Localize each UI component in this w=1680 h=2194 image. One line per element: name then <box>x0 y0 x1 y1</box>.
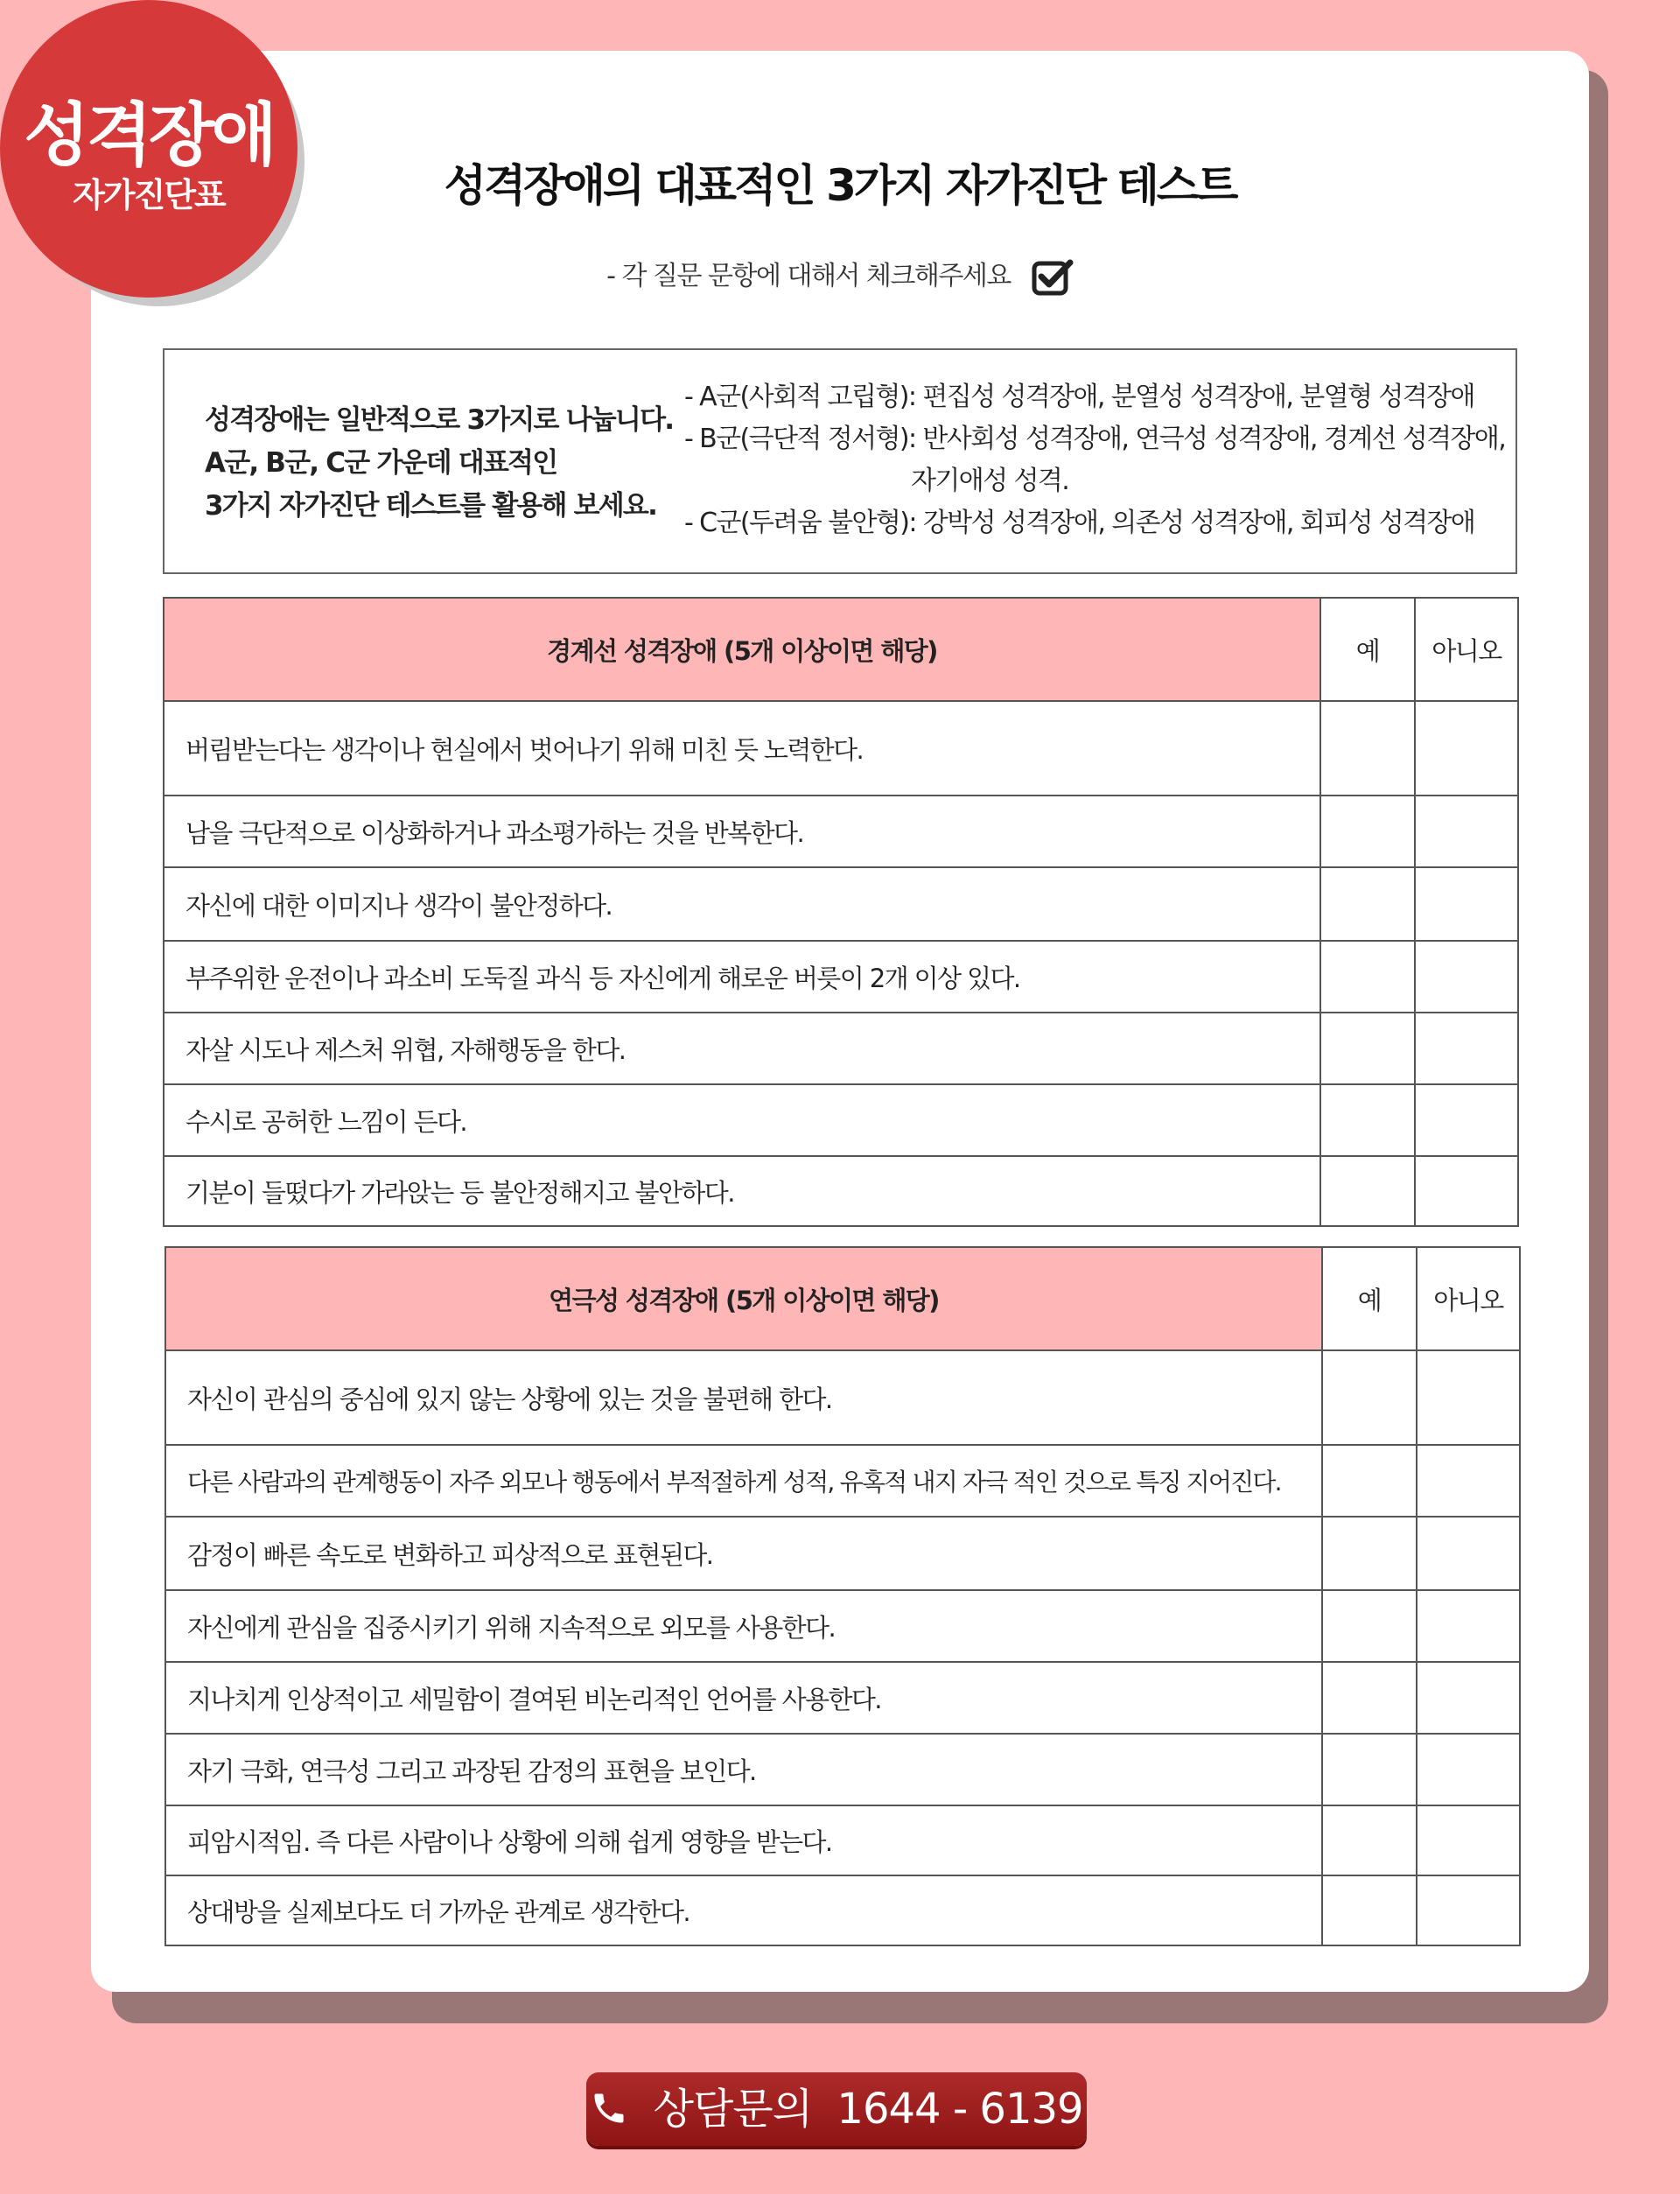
table-row <box>164 1084 1518 1156</box>
table-row <box>164 867 1518 941</box>
table-row <box>164 1156 1518 1226</box>
yes-check-cell[interactable] <box>1320 701 1415 796</box>
yes-check-cell[interactable] <box>1322 1805 1417 1875</box>
no-check-cell[interactable] <box>1415 796 1518 867</box>
question-text: 자신에 대한 이미지나 생각이 불안정하다. <box>164 867 1320 941</box>
table-row <box>165 1662 1520 1734</box>
question-text: 피암시적임. 즉 다른 사람이나 상황에 의해 쉽게 영향을 받는다. <box>165 1805 1322 1875</box>
intro-summary-line: 성격장애는 일반적으로 3가지로 나눕니다. <box>205 404 674 436</box>
yes-column-header: 예 <box>1320 598 1415 701</box>
yes-check-cell[interactable] <box>1320 867 1415 941</box>
question-text: 다른 사람과의 관계행동이 자주 외모나 행동에서 부적절하게 성적, 유혹적 내지 자극 적인 것으로 특징 지어진다. <box>165 1445 1322 1517</box>
table-row <box>164 796 1518 867</box>
yes-check-cell[interactable] <box>1322 1350 1417 1445</box>
no-check-cell[interactable] <box>1417 1350 1520 1445</box>
table-row <box>165 1805 1520 1875</box>
instruction-text: - 각 질문 문항에 대해서 체크해주세요 <box>606 261 1011 291</box>
question-text: 자신에게 관심을 집중시키기 위해 지속적으로 외모를 사용한다. <box>165 1590 1322 1662</box>
badge-title: 성격장애 <box>24 96 274 175</box>
question-text: 지나치게 인상적이고 세밀함이 결여된 비논리적인 언어를 사용한다. <box>165 1662 1322 1734</box>
no-check-cell[interactable] <box>1417 1517 1520 1590</box>
table-row <box>165 1350 1520 1445</box>
no-check-cell[interactable] <box>1415 941 1518 1013</box>
question-text: 기분이 들떴다가 가라앉는 등 불안정해지고 불안하다. <box>164 1156 1320 1226</box>
no-check-cell[interactable] <box>1415 701 1518 796</box>
table-row <box>165 1590 1520 1662</box>
cluster-a: - A군(사회적 고립형): 편집성 성격장애, 분열성 성격장애, 분열형 성격장애 <box>684 382 1474 412</box>
yes-check-cell[interactable] <box>1322 1875 1417 1945</box>
no-column-header: 아니오 <box>1417 1247 1520 1350</box>
contact-button[interactable] <box>586 2072 1087 2146</box>
yes-column-header: 예 <box>1322 1247 1417 1350</box>
no-check-cell[interactable] <box>1415 1156 1518 1226</box>
table-row <box>165 1445 1520 1517</box>
title-badge <box>0 0 298 298</box>
table-header-title: 경계선 성격장애 (5개 이상이면 해당) <box>164 598 1320 701</box>
contact-number: 1644 - 6139 <box>836 2085 1083 2134</box>
yes-check-cell[interactable] <box>1320 1013 1415 1084</box>
no-column-header: 아니오 <box>1415 598 1518 701</box>
intro-summary <box>205 399 673 528</box>
question-text: 버림받는다는 생각이나 현실에서 벗어나기 위해 미친 듯 노력한다. <box>164 701 1320 796</box>
yes-check-cell[interactable] <box>1322 1590 1417 1662</box>
no-check-cell[interactable] <box>1415 1013 1518 1084</box>
question-text: 수시로 공허한 느낌이 든다. <box>164 1084 1320 1156</box>
table-row <box>165 1734 1520 1805</box>
yes-check-cell[interactable] <box>1320 941 1415 1013</box>
yes-check-cell[interactable] <box>1320 1084 1415 1156</box>
contact-label: 상담문의 <box>653 2085 813 2134</box>
no-check-cell[interactable] <box>1417 1445 1520 1517</box>
cluster-b-cont: 자기애성 성격. <box>911 466 1069 496</box>
table-row <box>164 941 1518 1013</box>
cluster-list <box>684 376 1505 544</box>
intro-summary-line: 3가지 자가진단 테스트를 활용해 보세요. <box>205 490 657 522</box>
yes-check-cell[interactable] <box>1322 1662 1417 1734</box>
intro-summary-line: A군, B군, C군 가운데 대표적인 <box>205 447 557 479</box>
page-title: 성격장애의 대표적인 3가지 자가진단 테스트 <box>444 160 1236 211</box>
yes-check-cell[interactable] <box>1320 796 1415 867</box>
table-row <box>164 1013 1518 1084</box>
table-header-title: 연극성 성격장애 (5개 이상이면 해당) <box>165 1247 1322 1350</box>
cluster-c: - C군(두려움 불안형): 강박성 성격장애, 의존성 성격장애, 회피성 성격장애 <box>684 508 1475 538</box>
borderline-checklist-table <box>163 597 1519 1227</box>
question-text: 자신이 관심의 중심에 있지 않는 상황에 있는 것을 불편해 한다. <box>165 1350 1322 1445</box>
yes-check-cell[interactable] <box>1322 1445 1417 1517</box>
no-check-cell[interactable] <box>1417 1805 1520 1875</box>
no-check-cell[interactable] <box>1417 1662 1520 1734</box>
instruction <box>91 254 1589 298</box>
table-row <box>164 701 1518 796</box>
yes-check-cell[interactable] <box>1322 1517 1417 1590</box>
phone-icon <box>590 2089 628 2127</box>
histrionic-checklist-table <box>164 1246 1521 1946</box>
table-row <box>165 1875 1520 1945</box>
no-check-cell[interactable] <box>1415 1084 1518 1156</box>
table-row <box>165 1517 1520 1590</box>
no-check-cell[interactable] <box>1417 1590 1520 1662</box>
no-check-cell[interactable] <box>1417 1734 1520 1805</box>
question-text: 상대방을 실제보다도 더 가까운 관계로 생각한다. <box>165 1875 1322 1945</box>
yes-check-cell[interactable] <box>1320 1156 1415 1226</box>
no-check-cell[interactable] <box>1417 1875 1520 1945</box>
checkbox-checked-icon <box>1032 257 1074 298</box>
badge-subtitle: 자가진단표 <box>73 176 225 214</box>
question-text: 남을 극단적으로 이상화하거나 과소평가하는 것을 반복한다. <box>164 796 1320 867</box>
no-check-cell[interactable] <box>1415 867 1518 941</box>
cluster-b: - B군(극단적 정서형): 반사회성 성격장애, 연극성 성격장애, 경계선 성격장애, <box>684 424 1506 454</box>
question-text: 자기 극화, 연극성 그리고 과장된 감정의 표현을 보인다. <box>165 1734 1322 1805</box>
question-text: 부주위한 운전이나 과소비 도둑질 과식 등 자신에게 해로운 버릇이 2개 이상 있다. <box>164 941 1320 1013</box>
question-text: 감정이 빠른 속도로 변화하고 피상적으로 표현된다. <box>165 1517 1322 1590</box>
question-text: 자살 시도나 제스처 위협, 자해행동을 한다. <box>164 1013 1320 1084</box>
yes-check-cell[interactable] <box>1322 1734 1417 1805</box>
intro-box <box>163 348 1517 574</box>
